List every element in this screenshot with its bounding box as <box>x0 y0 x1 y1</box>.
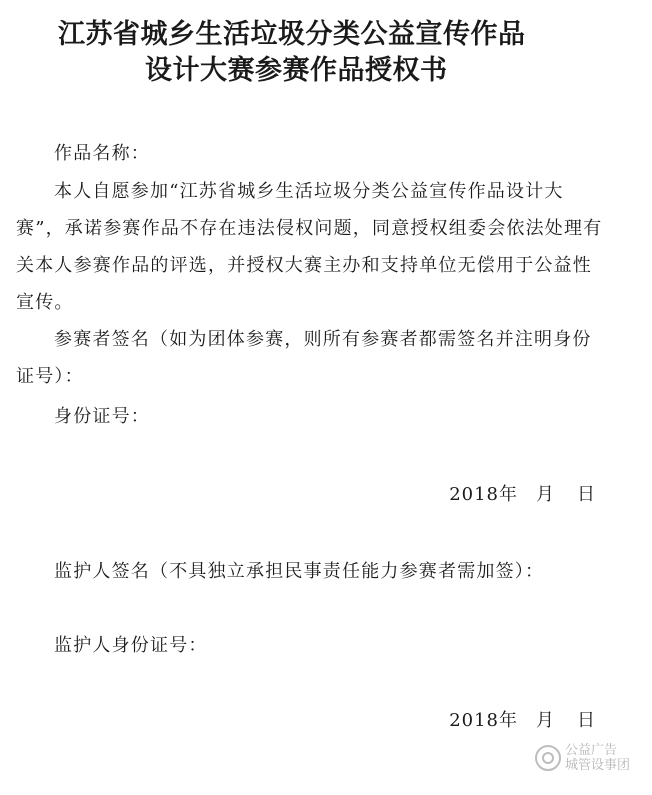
wechat-logo-icon <box>535 745 561 771</box>
date-month: 月 <box>536 710 555 731</box>
date-day: 日 <box>577 710 596 731</box>
date-year: 2018年 <box>449 484 518 505</box>
id-number-label: 身份证号： <box>54 406 150 427</box>
date-line-2 <box>449 709 596 733</box>
guardian-signature-label: 监护人签名（不具独立承担民事责任能力参赛者需加签）： <box>54 561 545 582</box>
watermark-line-2: 城管设事团 <box>564 758 630 773</box>
date-line-1 <box>449 483 596 507</box>
watermark-line-1: 公益广告 <box>564 743 617 758</box>
watermark <box>535 743 630 773</box>
guardian-id-label: 监护人身份证号： <box>54 635 208 656</box>
date-year: 2018年 <box>449 710 518 731</box>
authorization-paragraph: 本人自愿参加“江苏省城乡生活垃圾分类公益宣传作品设计大赛”，承诺参赛作品不存在违法侵权问题，同意授权组委会依法处理有关本人参赛作品的评选，并授权大赛主办和支持单位无偿用于公益性宣传。 <box>16 181 603 313</box>
title-line-2: 设计大赛参赛作品授权书 <box>145 55 448 86</box>
work-name-label: 作品名称： <box>54 143 150 164</box>
title-line-1: 江苏省城乡生活垃圾分类公益宣传作品 <box>58 19 526 50</box>
date-month: 月 <box>536 484 555 505</box>
date-day: 日 <box>577 484 596 505</box>
watermark-text <box>565 743 630 773</box>
participant-signature-label: 参赛者签名（如为团体参赛，则所有参赛者都需签名并注明身份证号）： <box>16 329 592 387</box>
